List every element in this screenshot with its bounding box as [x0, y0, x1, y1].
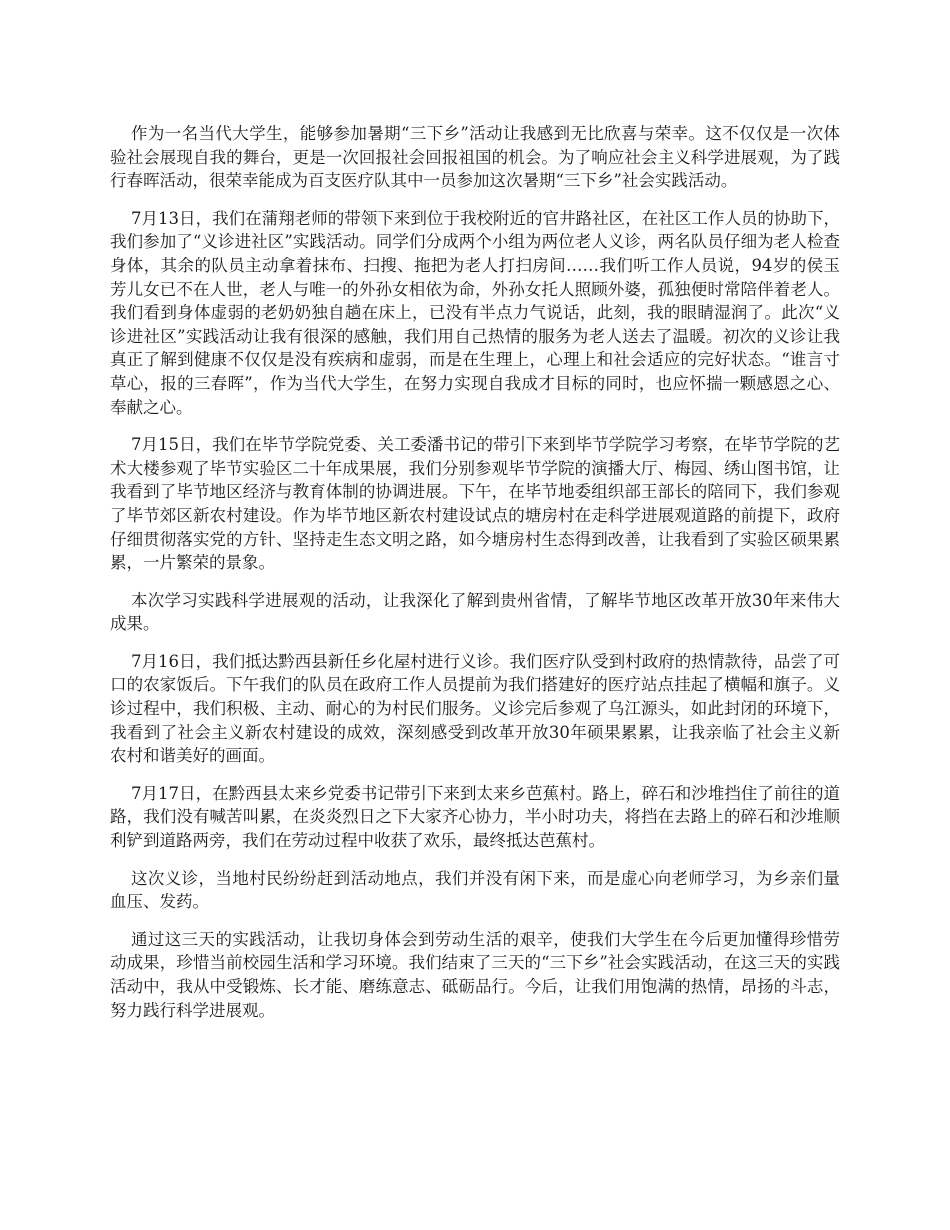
paragraph-3: 7月15日，我们在毕节学院党委、关工委潘书记的带引下来到毕节学院学习考察，在毕节学院的艺术大楼参观了毕节实验区二十年成果展，我们分别参观毕节学院的演播大厅、梅园、绣山图书馆，让我看到了毕节地区经济与教育体制的协调进展。下午，在毕节地委组织部王部长的陪同下，我们参观了毕节郊区新农村建设。作为毕节地区新农村建设试点的塘房村在走科学进展观道路的前提下，政府仔细贯彻落实党的方针、坚持走生态文明之路，如今塘房村生态得到改善，让我看到了实验区硕果累累，一片繁荣的景象。	[110, 435, 840, 573]
paragraph-2: 7月13日，我们在蒲翔老师的带领下来到位于我校附近的官井路社区，在社区工作人员的协助下，我们参加了“义诊进社区”实践活动。同学们分成两个小组为两位老人义诊，两名队员仔细为老人检查身体，其余的队员主动拿着抹布、扫搜、拖把为老人打扫房间……我们听工作人员说，94岁的侯玉芳儿女已不在人世，老人与唯一的外孙女相依为命，外孙女托人照顾外婆，孤独便时常陪伴着老人。我们看到身体虚弱的老奶奶独自趟在床上，已没有半点力气说话，此刻，我的眼睛湿润了。此次“义诊进社区”实践活动让我有很深的感触，我们用自己热情的服务为老人送去了温暖。初次的义诊让我真正了解到健康不仅仅是没有疾病和虚弱，而是在生理上，心理上和社会适应的完好状态。“谁言寸草心，报的三春晖”，作为当代大学生，在努力实现自我成才目标的同时，也应怀揣一颗感恩之心、奉献之心。	[110, 208, 840, 417]
paragraph-1: 作为一名当代大学生，能够参加暑期“三下乡”活动让我感到无比欣喜与荣幸。这不仅仅是一次体验社会展现自我的舞台，更是一次回报社会回报祖国的机会。为了响应社会主义科学进展观，为了践行春晖活动，很荣幸能成为百支医疗队其中一员参加这次暑期“三下乡”社会实践活动。	[110, 124, 840, 191]
paragraph-8: 通过这三天的实践活动，让我切身体会到劳动生活的艰辛，使我们大学生在今后更加懂得珍惜劳动成果，珍惜当前校园生活和学习环境。我们结束了三天的“三下乡”社会实践活动，在这三天的实践活动中，我从中受锻炼、长才能、磨练意志、砥砺品行。今后，让我们用饱满的热情，昂扬的斗志，努力践行科学进展观。	[110, 929, 840, 1020]
paragraph-4: 本次学习实践科学进展观的活动，让我深化了解到贵州省情，了解毕节地区改革开放30年来伟大成果。	[110, 590, 840, 634]
document-body	[110, 122, 840, 1036]
paragraph-7: 这次义诊，当地村民纷纷赶到活动地点，我们并没有闲下来，而是虚心向老师学习，为乡亲们量血压、发药。	[110, 868, 840, 912]
paragraph-6: 7月17日，在黔西县太来乡党委书记带引下来到太来乡芭蕉村。路上，碎石和沙堆挡住了前往的道路，我们没有喊苦叫累，在炎炎烈日之下大家齐心协力，半小时功夫，将挡在去路上的碎石和沙堆顺利铲到道路两旁，我们在劳动过程中收获了欢乐，最终抵达芭蕉村。	[110, 783, 840, 851]
paragraph-5: 7月16日，我们抵达黔西县新任乡化屋村进行义诊。我们医疗队受到村政府的热情款待，品尝了可口的农家饭后。下午我们的队员在政府工作人员提前为我们搭建好的医疗站点挂起了横幅和旗子。义诊过程中，我们积极、主动、耐心的为村民们服务。义诊完后参观了乌江源头，如此封闭的环境下，我看到了社会主义新农村建设的成效，深刻感受到改革开放30年硕果累累，让我亲临了社会主义新农村和谐美好的画面。	[110, 651, 840, 766]
